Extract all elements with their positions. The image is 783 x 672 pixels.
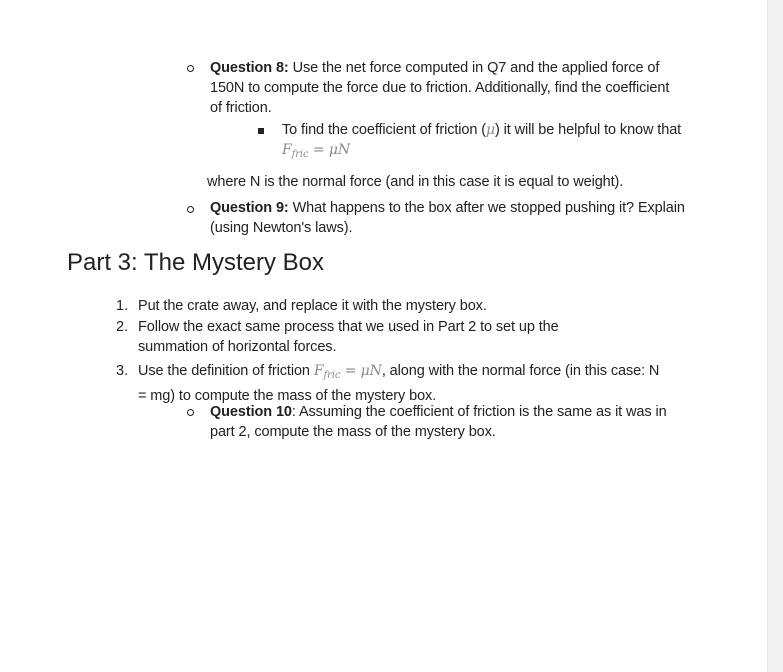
question-10-label: Question 10 — [210, 404, 292, 420]
square-bullet-icon — [258, 128, 264, 134]
hollow-bullet-icon — [187, 65, 194, 72]
friction-formula — [314, 363, 382, 379]
question-9-text: What happens to the box after we stopped pushing it? Explain (using Newton's laws). — [210, 200, 685, 236]
step-3-text-start: Use the definition of friction — [138, 363, 314, 379]
question-8 — [210, 58, 680, 118]
question-10-text: : Assuming the coefficient of friction is the same as it was in part 2, compute the mass of the mystery box. — [210, 404, 667, 440]
mu-symbol: μ — [485, 122, 495, 138]
list-number: 1. — [116, 298, 129, 314]
question-8-label: Question 8: — [210, 60, 289, 76]
hollow-bullet-icon — [187, 206, 194, 213]
formula-lhs: F — [282, 142, 292, 158]
question-9-label: Question 9: — [210, 200, 289, 216]
list-number: 2. — [116, 319, 129, 335]
list-item — [138, 361, 668, 406]
hint-text-start: To find the coefficient of friction ( — [282, 122, 486, 138]
vertical-scrollbar[interactable] — [767, 0, 783, 672]
question-8-hint — [282, 120, 682, 165]
list-number: 3. — [116, 363, 129, 379]
hint-text-middle: ) it will be helpful to know that — [494, 122, 682, 138]
page-title: Part 3: The Mystery Box — [67, 249, 324, 276]
question-8-text: Use the net force computed in Q7 and the applied force of 150N to compute the force due to friction. Additionally, find the coefficient of friction. — [210, 60, 670, 116]
question-10 — [210, 402, 670, 442]
formula-subscript: fric — [291, 149, 309, 160]
formula-rhs: = μN — [308, 142, 350, 158]
list-item: Follow the exact same process that we used in Part 2 to set up the summation of horizontal forces. — [138, 319, 559, 355]
step-3-text-end: , along with the normal force (in this case: N = mg) to compute the mass of the mystery box. — [138, 363, 660, 404]
formula-subscript: fric — [323, 370, 341, 381]
formula-lhs: F — [313, 363, 324, 379]
normal-force-note: where N is the normal force (and in this case it is equal to weight). — [207, 174, 624, 190]
hollow-bullet-icon — [187, 409, 194, 416]
friction-formula — [282, 142, 350, 158]
list-item: Put the crate away, and replace it with the mystery box. — [138, 298, 487, 314]
question-9 — [210, 198, 685, 238]
formula-rhs: = μN — [340, 363, 382, 379]
